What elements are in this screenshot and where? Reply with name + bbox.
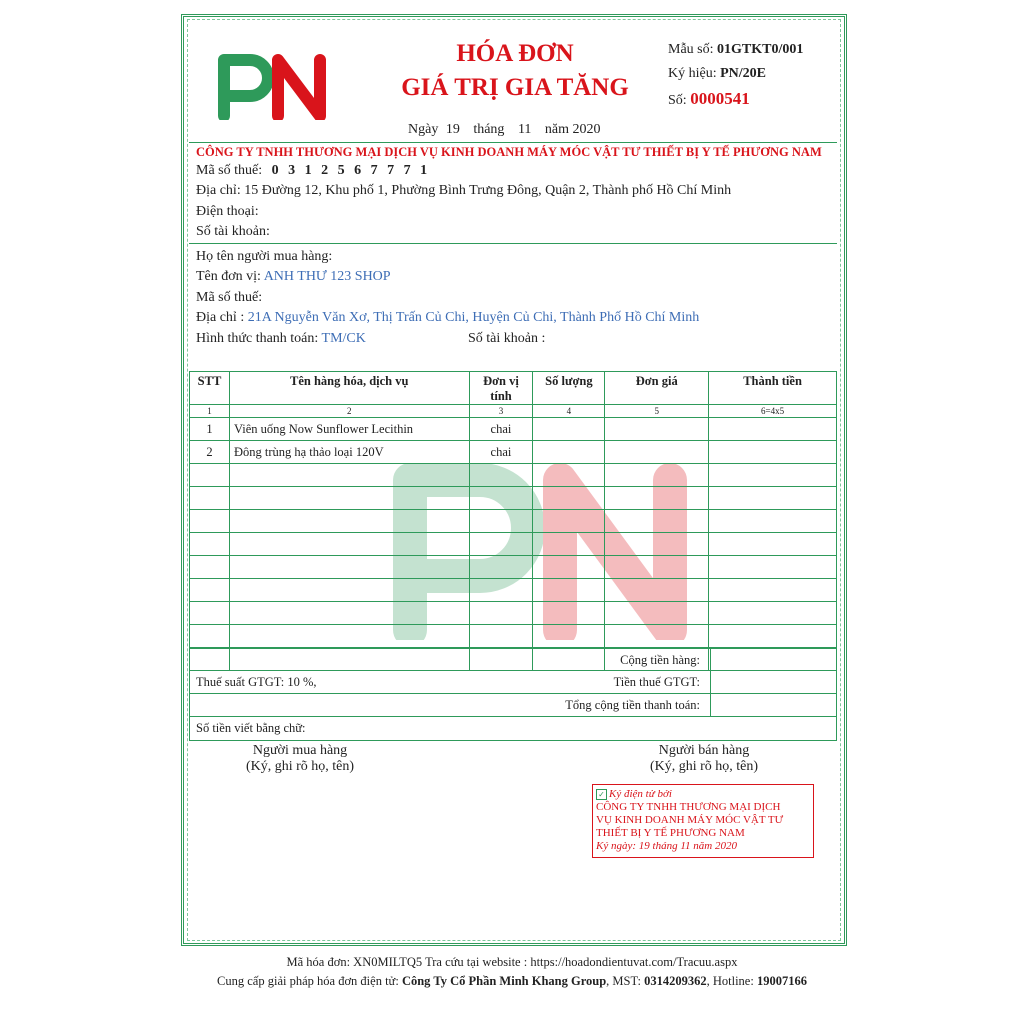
table-row bbox=[190, 533, 837, 556]
stamp-line: THIẾT BỊ Y TẾ PHƯƠNG NAM bbox=[596, 827, 745, 839]
date-day: 19 bbox=[445, 122, 460, 137]
e-signature-stamp bbox=[592, 784, 814, 858]
buyer-unit-label: Tên đơn vị: bbox=[196, 269, 261, 284]
col-price: Đơn giá bbox=[605, 372, 709, 405]
buyer-signature-title: Người mua hàng bbox=[252, 743, 348, 758]
invoice-title: HÓA ĐƠN bbox=[456, 40, 574, 67]
row-stt: 1 bbox=[190, 418, 230, 441]
table-row bbox=[190, 625, 837, 648]
date-year: 2020 bbox=[572, 122, 601, 137]
row-amount bbox=[709, 418, 837, 441]
row-qty bbox=[533, 418, 605, 441]
number-value: 0000541 bbox=[690, 89, 750, 108]
buyer-signature bbox=[220, 743, 380, 775]
footer-provider-prefix: Cung cấp giải pháp hóa đơn điện tử: bbox=[217, 974, 399, 988]
invoice-date bbox=[408, 122, 601, 138]
footer-mst: 0314209362 bbox=[644, 974, 707, 988]
date-year-label: năm bbox=[544, 122, 570, 137]
col-name: Tên hàng hóa, dịch vụ bbox=[229, 372, 469, 405]
table-row bbox=[190, 464, 837, 487]
col-stt: STT bbox=[190, 372, 230, 405]
date-day-label: Ngày bbox=[408, 122, 439, 137]
buyer-name-label: Họ tên người mua hàng: bbox=[196, 249, 333, 264]
date-month-label: tháng bbox=[473, 122, 505, 137]
column-number-row bbox=[190, 405, 837, 418]
table-row bbox=[190, 602, 837, 625]
footer-mst-label: , MST: bbox=[606, 974, 641, 988]
vat-amount-label: Tiền thuế GTGT: bbox=[613, 675, 700, 689]
symbol-value: PN/20E bbox=[720, 66, 766, 81]
table-row bbox=[190, 441, 837, 464]
in-words-label: Số tiền viết bằng chữ: bbox=[196, 721, 306, 735]
stamp-line: CÔNG TY TNHH THƯƠNG MẠI DỊCH bbox=[596, 801, 781, 813]
row-unit: chai bbox=[469, 441, 533, 464]
col-number: 5 bbox=[605, 405, 709, 418]
seller-signature-title: Người bán hàng bbox=[658, 743, 750, 758]
invoice-subtitle: GIÁ TRỊ GIA TĂNG bbox=[401, 74, 629, 101]
stamp-line: Ký ngày: 19 tháng 11 năm 2020 bbox=[596, 840, 737, 852]
seller-account-label: Số tài khoản: bbox=[196, 224, 270, 239]
seller-phone-label: Điện thoại: bbox=[196, 204, 259, 219]
row-stt: 2 bbox=[190, 441, 230, 464]
buyer-payment-label: Hình thức thanh toán: bbox=[196, 331, 319, 346]
col-number: 1 bbox=[190, 405, 230, 418]
footer-provider bbox=[0, 974, 1024, 989]
seller-tax-label: Mã số thuế: bbox=[196, 163, 263, 178]
footer-provider-company: Công Ty Cổ Phần Minh Khang Group bbox=[401, 974, 607, 988]
divider bbox=[189, 142, 837, 143]
seller-address-label: Địa chỉ: bbox=[196, 183, 241, 198]
vat-row bbox=[189, 671, 837, 694]
table-row bbox=[190, 556, 837, 579]
col-number: 2 bbox=[229, 405, 469, 418]
buyer-unit bbox=[196, 269, 391, 285]
row-name: Viên uống Now Sunflower Lecithin bbox=[229, 418, 469, 441]
col-amount: Thành tiền bbox=[709, 372, 837, 405]
table-row bbox=[190, 579, 837, 602]
grand-total-label: Tổng cộng tiền thanh toán: bbox=[565, 698, 700, 712]
form-label: Mẫu số: bbox=[668, 42, 714, 57]
subtotal-label: Cộng tiền hàng: bbox=[620, 653, 700, 667]
buyer-address-label: Địa chỉ : bbox=[196, 310, 245, 325]
row-qty bbox=[533, 441, 605, 464]
col-unit: Đơn vị tính bbox=[469, 372, 533, 405]
col-qty: Số lượng bbox=[533, 372, 605, 405]
col-number: 4 bbox=[533, 405, 605, 418]
seller-address bbox=[196, 183, 731, 199]
row-name: Đông trùng hạ thảo loại 120V bbox=[229, 441, 469, 464]
number-label: Số: bbox=[668, 93, 687, 108]
grand-total-value bbox=[710, 694, 838, 716]
vat-rate-suffix: %, bbox=[303, 675, 317, 689]
stamp-line: VỤ KINH DOANH MÁY MÓC VẬT TƯ bbox=[596, 814, 784, 826]
table-row bbox=[190, 418, 837, 441]
seller-name: CÔNG TY TNHH THƯƠNG MẠI DỊCH VỤ KINH DOANH MÁY MÓC VẬT TƯ THIẾT BỊ Y TẾ PHƯƠNG NAM bbox=[196, 145, 822, 159]
row-amount bbox=[709, 441, 837, 464]
buyer-payment bbox=[196, 331, 366, 347]
stamp-line: Ký điện tử bởi bbox=[609, 788, 672, 800]
check-icon: ✓ bbox=[596, 789, 607, 800]
invoice-symbol bbox=[668, 66, 766, 82]
seller-signature bbox=[624, 743, 784, 775]
form-number bbox=[668, 42, 803, 58]
pn-logo bbox=[216, 50, 336, 120]
divider bbox=[189, 243, 837, 244]
footer-hotline: 19007166 bbox=[756, 974, 807, 988]
invoice-number bbox=[668, 89, 750, 109]
buyer-unit-value: ANH THƯ 123 SHOP bbox=[263, 269, 391, 284]
row-price bbox=[605, 418, 709, 441]
seller-tax-value: 0 3 1 2 5 6 7 7 7 1 bbox=[271, 163, 431, 178]
in-words-row bbox=[189, 717, 837, 741]
col-number: 6=4x5 bbox=[709, 405, 837, 418]
form-value: 01GTKT0/001 bbox=[717, 42, 804, 57]
vat-rate bbox=[196, 675, 317, 690]
seller-address-value: 15 Đường 12, Khu phố 1, Phường Bình Trưng Đông, Quận 2, Thành phố Hồ Chí Minh bbox=[244, 183, 732, 198]
vat-rate-label: Thuế suất GTGT: bbox=[196, 675, 285, 689]
col-number: 3 bbox=[469, 405, 533, 418]
vat-amount-value bbox=[710, 671, 838, 693]
table-header-row bbox=[190, 372, 837, 405]
vat-rate-value: 10 bbox=[287, 675, 300, 689]
row-price bbox=[605, 441, 709, 464]
grand-total-row bbox=[189, 694, 837, 717]
footer-hotline-label: , Hotline: bbox=[706, 974, 754, 988]
buyer-tax-label: Mã số thuế: bbox=[196, 290, 263, 305]
subtotal-row bbox=[189, 648, 837, 671]
buyer-account-label: Số tài khoản : bbox=[468, 331, 546, 346]
buyer-payment-value: TM/CK bbox=[321, 331, 366, 346]
buyer-address bbox=[196, 310, 699, 326]
row-unit: chai bbox=[469, 418, 533, 441]
symbol-label: Ký hiệu: bbox=[668, 66, 717, 81]
table-row bbox=[190, 487, 837, 510]
buyer-signature-note: (Ký, ghi rõ họ, tên) bbox=[245, 759, 355, 774]
seller-tax bbox=[196, 163, 430, 179]
subtotal-value bbox=[710, 649, 838, 671]
items-table bbox=[189, 371, 837, 671]
footer-lookup: Mã hóa đơn: XN0MILTQ5 Tra cứu tại website : https://hoadondientuvat.com/Tracuu.aspx bbox=[286, 955, 738, 969]
seller-signature-note: (Ký, ghi rõ họ, tên) bbox=[649, 759, 759, 774]
table-row bbox=[190, 510, 837, 533]
buyer-address-value: 21A Nguyễn Văn Xơ, Thị Trấn Củ Chi, Huyện Củ Chi, Thành Phố Hồ Chí Minh bbox=[247, 310, 700, 325]
date-month: 11 bbox=[517, 122, 532, 137]
